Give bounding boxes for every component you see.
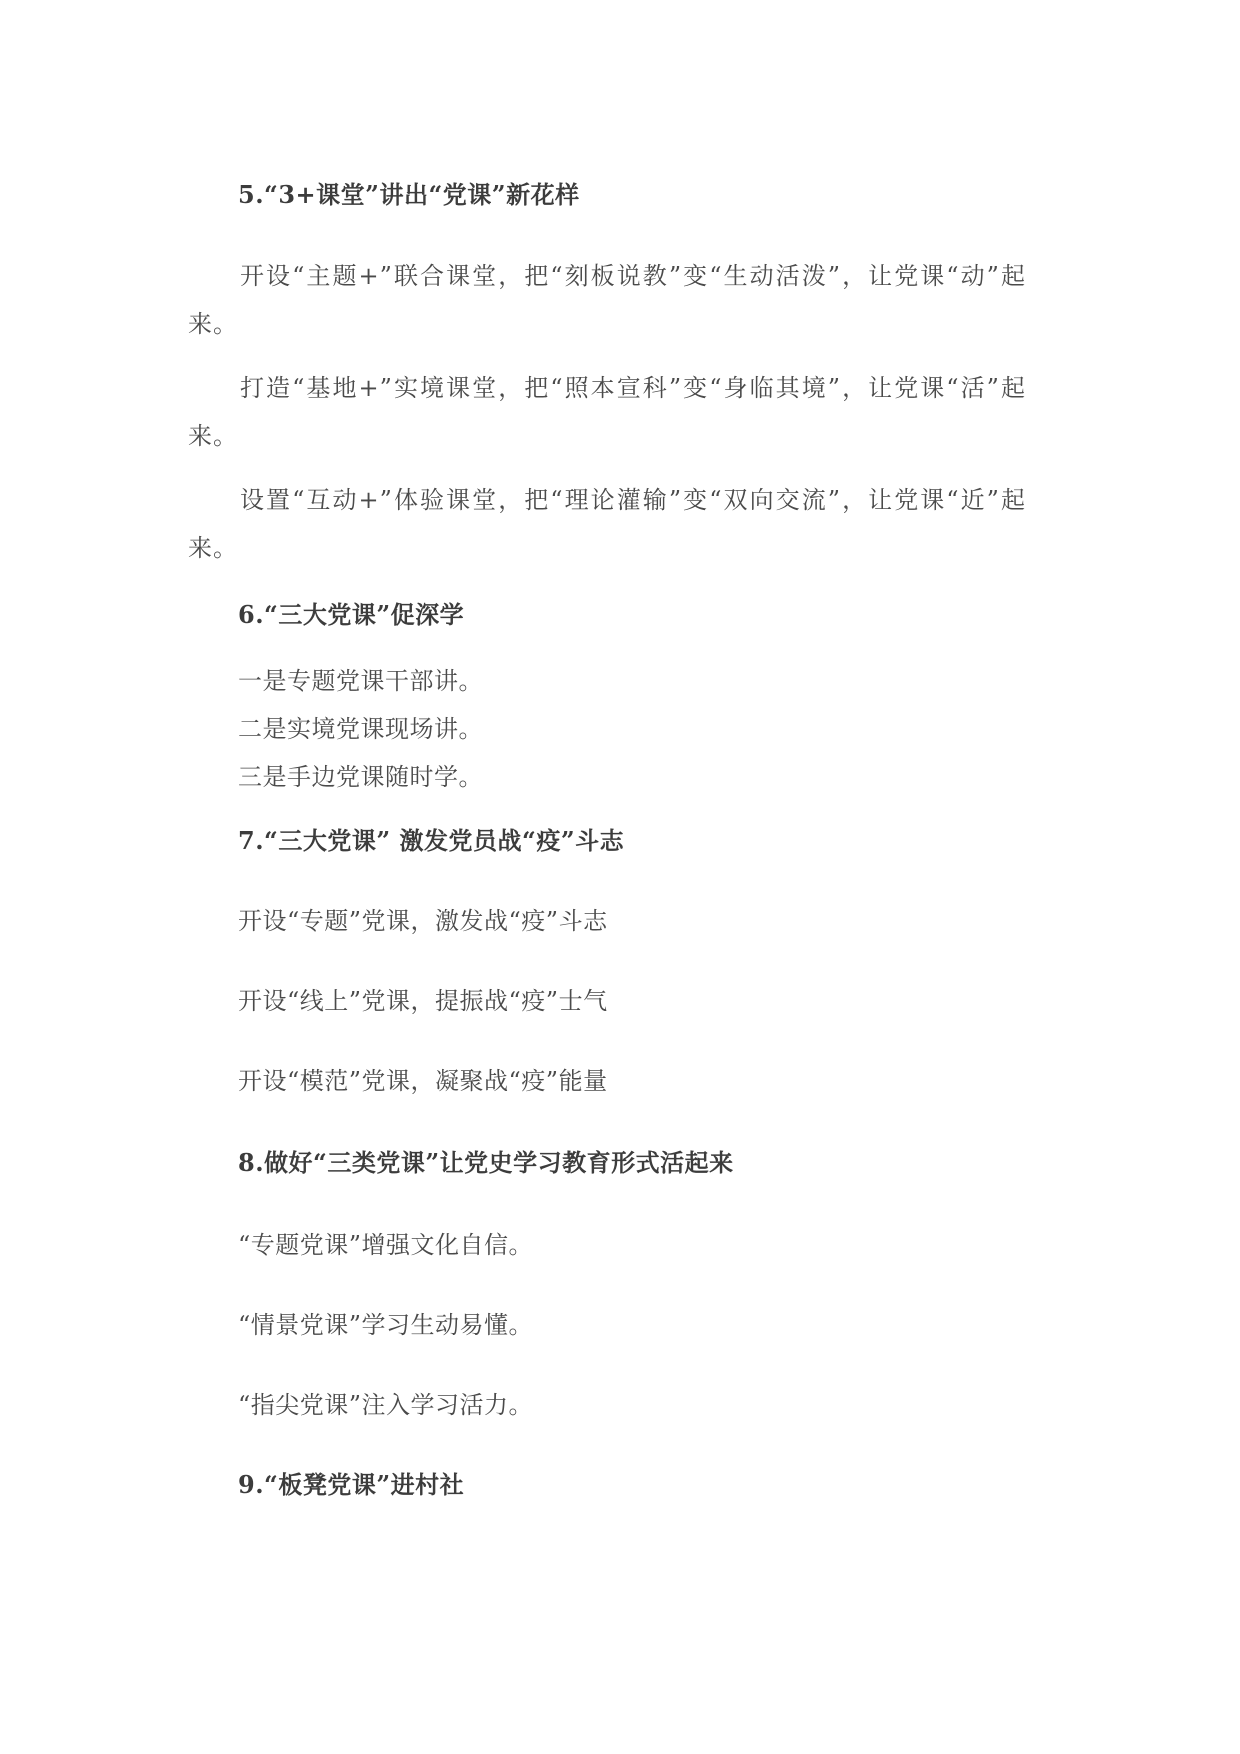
list-item: 二是实境党课现场讲。 [238, 715, 483, 743]
section-heading: 6.“三大党课”促深学 [238, 600, 465, 629]
section-heading: 5.“3+课堂”讲出“党课”新花样 [238, 180, 580, 209]
list-item: “情景党课”学习生动易懂。 [238, 1311, 534, 1339]
section-heading: 7.“三大党课” 激发党员战“疫”斗志 [238, 826, 625, 855]
list-item: 开设“专题”党课，激发战“疫”斗志 [238, 907, 608, 935]
list-item: 一是专题党课干部讲。 [238, 667, 483, 695]
section-heading: 9.“板凳党课”进村社 [238, 1470, 465, 1499]
paragraph: 开设“主题+”联合课堂，把“刻板说教”变“生动活泼”，让党课“动”起来。 [188, 262, 1026, 338]
paragraph: 打造“基地+”实境课堂，把“照本宣科”变“身临其境”，让党课“活”起来。 [188, 374, 1026, 450]
list-item: “指尖党课”注入学习活力。 [238, 1391, 534, 1419]
list-item: “专题党课”增强文化自信。 [238, 1231, 534, 1259]
list-item: 开设“模范”党课，凝聚战“疫”能量 [238, 1067, 608, 1095]
list-item: 开设“线上”党课，提振战“疫”士气 [238, 987, 608, 1015]
section-heading: 8.做好“三类党课”让党史学习教育形式活起来 [238, 1148, 734, 1177]
list-item: 三是手边党课随时学。 [238, 763, 483, 791]
paragraph: 设置“互动+”体验课堂，把“理论灌输”变“双向交流”，让党课“近”起来。 [188, 486, 1026, 562]
